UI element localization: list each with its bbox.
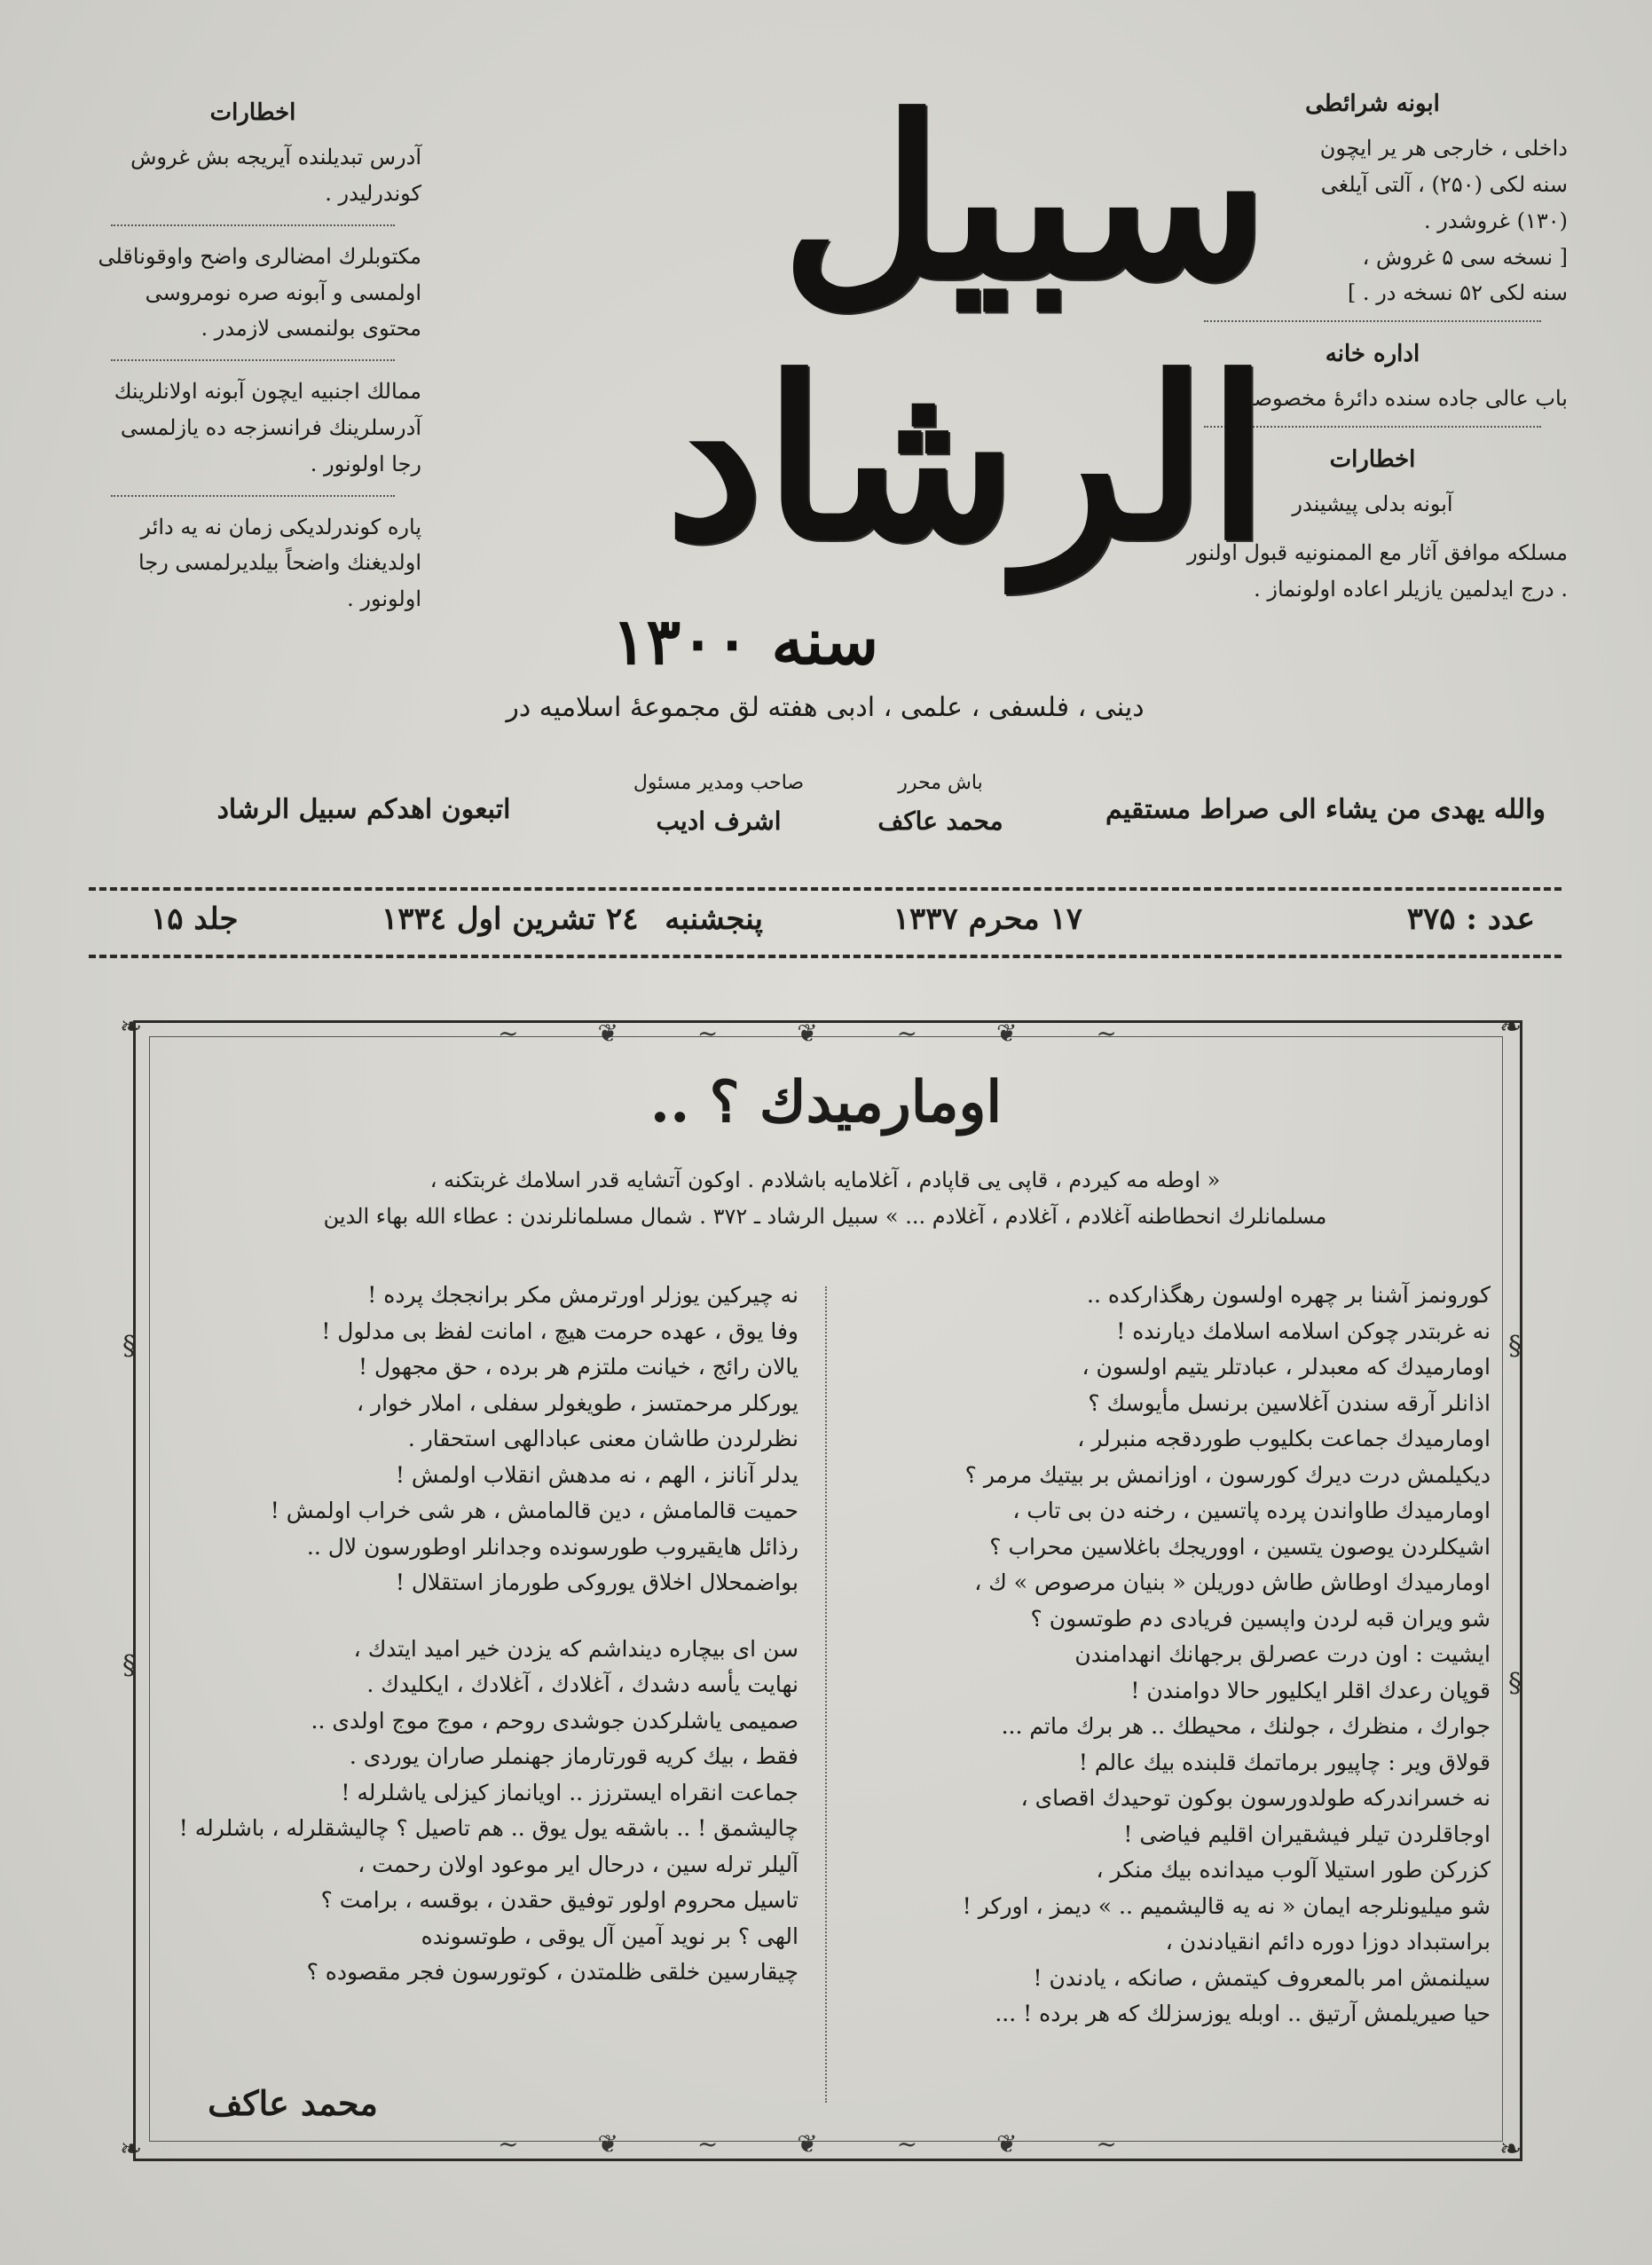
office-address: باب عالی جاده سنده دائرهٔ مخصوصه — [1242, 386, 1568, 412]
article-epigraph — [204, 1162, 1446, 1235]
owner-name: اشرف ادیب — [656, 806, 782, 836]
corner-ornament-icon: ❧ — [1499, 1011, 1522, 1042]
poem-line: حیا صیریلمش آرتیق .. اوبله یوزسزلك که هر برده ! ... — [995, 2001, 1491, 2026]
poem-line: الهی ؟ بر نوید آمین آل یوقی ، طوتسونده — [421, 1923, 798, 1949]
poem-line: چالیشمق ! .. باشقه یول یوق .. هم تاصیل ؟ چالیشقلرله ، باشلرله ! — [178, 1815, 798, 1841]
poem-line: سیلنمش امر بالمعروف کیتمش ، صانکه ، یادندن ! — [1033, 1964, 1491, 1991]
masthead-title: سبیل الرشاد — [665, 67, 1269, 589]
poem-line: بواضمحلال اخلاق یوروکی طورماز استقلال ! — [395, 1569, 798, 1595]
stanza-gap — [177, 1601, 798, 1632]
subscription-term: (۱۳۰) غروشدر . — [1424, 208, 1568, 233]
poem-line: نظرلردن طاشان معنی عبادالهی استحقار . — [407, 1426, 798, 1451]
warning-item: آدرس تبدیلنده آیریجه بش غروش کوندرلیدر . — [130, 145, 421, 206]
poem-line: نه خسراندرکه طولدورسون بوکون توحیدك اقصاى ، — [1020, 1785, 1491, 1811]
poem-line: دیکیلمش درت دیرك کورسون ، اوزانمش بر بیتیك مرمر ؟ — [964, 1461, 1491, 1488]
poem-line: چیقارسین خلقی ظلمتدن ، کوتورسون فجر مقصوده ؟ — [306, 1959, 798, 1985]
rumi-date: ۲٤ تشرین اول ۱۳۳٤ — [382, 901, 639, 937]
volume-number: جلد ۱۵ — [151, 901, 239, 937]
poem-line: کورونمز آشنا بر چهره اولسون رهگذارکده .. — [1087, 1282, 1491, 1308]
frame-ornament-top: ~ ❦ ~ ❦ ~ ❦ ~ — [498, 1018, 1152, 1048]
article-title: اومارمیدك ؟ .. — [649, 1069, 1003, 1136]
owner-block — [612, 772, 825, 836]
poem-line: رذائل هایقیروب طورسونده وجدانلر اوطورسون لال .. — [306, 1533, 798, 1560]
hijri-date: ۱۷ محرم ۱۳۳۷ — [893, 901, 1082, 937]
poem-line: اذانلر آرقه سندن آغلاسین برنسل مأیوسك ؟ — [1088, 1389, 1491, 1416]
poem-line: یورکلر مرحمتسز ، طویغولر سفلی ، املار خوار ، — [356, 1389, 798, 1416]
corner-ornament-icon: ❧ — [120, 2134, 143, 2165]
divider — [111, 359, 395, 361]
side-ornament-icon: § — [122, 1650, 136, 1681]
poem-line: نه غربتدر چوکن اسلامه اسلامك دیارنده ! — [1116, 1317, 1491, 1344]
chief-editor-block — [852, 772, 1029, 836]
masthead — [390, 67, 1269, 589]
poem-line: آلیلر ترله سین ، درحال ایر موعود اولان رحمت ، — [358, 1851, 798, 1877]
poem-line: اشیکلردن یوصون یتسین ، اووریجك باغلاسین محراب ؟ — [989, 1533, 1491, 1560]
poem-line: اوجاقلردن تیلر فیشقیران اقلیم فیاضی ! — [1123, 1821, 1491, 1847]
subscription-term: سنه لکی ۵۲ نسخه در . ] — [1347, 280, 1568, 306]
issue-dateline — [89, 887, 1562, 958]
poem-line: شو میلیونلرجه ایمان « نه یه قالیشمیم .. » دیمز ، اورکر ! — [962, 1892, 1491, 1919]
motto-right: والله یهدی من یشاء الی صراط مستقیم — [1105, 794, 1546, 825]
divider — [111, 495, 395, 497]
warning-item: مکتوبلرك امضالری واضح واوقوناقلی اولمسی و آبونه صره نومروسی محتوی بولنمسی لازمدر . — [98, 243, 421, 342]
office-heading: اداره خانه — [1325, 341, 1420, 368]
poem-column-right — [869, 1278, 1491, 2033]
poem-line: اومارمیدك طاواندن پرده پاتسین ، رخنه دن بی تاب ، — [1012, 1498, 1491, 1523]
poem-line: جوارك ، منظرك ، جولنك ، محیطك .. هر برك ماتم ... — [1001, 1713, 1491, 1739]
subscription-term: داخلی ، خارجی هر یر ایچون — [1319, 136, 1568, 161]
warnings-box — [84, 93, 421, 630]
poem-line: اومارمیدك که معبدلر ، عبادتلر یتیم اولسون ، — [1082, 1354, 1491, 1380]
epigraph-line: « اوطه مه کیردم ، قاپی یی قاپادم ، آغلامایه باشلادم . اوکون آتشایه قدر اسلامك غربتکنه ، — [429, 1168, 1221, 1192]
warning-item: پاره کوندرلدیکی زمان نه یه دائر اولدیغنك واضحاً بیلدیرلمسی رجا اولونور . — [138, 514, 421, 612]
side-ornament-icon: § — [1508, 1668, 1522, 1699]
poem-line: ایشیت : اون درت عصرلق برجهانك انهدامندن — [1074, 1641, 1491, 1667]
corner-ornament-icon: ❧ — [120, 1011, 143, 1042]
poem-line: جماعت انقراه ایسترزز .. اویانماز کیزلی یاشلرله ! — [341, 1779, 798, 1805]
poem-line: براستبداد دوزا دوره دائم انقیادندن ، — [1165, 1929, 1491, 1954]
poem-line: تاسیل محروم اولور توفیق حقدن ، بوقسه ، برامت ؟ — [320, 1887, 798, 1913]
column-divider — [825, 1286, 827, 2103]
subscription-term: سنه لکی (۲۵۰) ، آلتی آیلغی — [1320, 171, 1568, 197]
frame-ornament-bottom: ~ ❦ ~ ❦ ~ ❦ ~ — [498, 2129, 1152, 2159]
poem-line: یدلر آنانز ، الهم ، نه مدهش انقلاب اولمش ! — [395, 1461, 798, 1488]
poem-column-left — [177, 1278, 798, 1991]
poem-line: وفا یوق ، عهده حرمت هیچ ، امانت لفظ بی مدلول ! — [321, 1317, 798, 1344]
poem-line: اومارمیدك جماعت بکلیوب طوردقجه منبرلر ، — [1077, 1426, 1491, 1451]
poem-line: قوپان رعدك اقلر ایکلیور حالا دوامندن ! — [1130, 1677, 1491, 1703]
notices-heading: اخطارات — [1329, 446, 1416, 474]
subscription-heading: ابونه شرائطی — [1305, 90, 1440, 117]
poem-line: کزرکن طور استیلا آلوب میدانده بیك منکر ، — [1096, 1857, 1491, 1883]
epigraph-line: مسلمانلرك انحطاطنه آغلادم ، آغلادم ، آغلادم ... » سبیل الرشاد ـ ۳۷۲ . شمال مسلمانلرندن : عطاء الله بهاء الدین — [323, 1203, 1327, 1229]
warnings-heading: اخطارات — [209, 99, 296, 126]
issue-number: عدد : ۳۷۵ — [1406, 901, 1535, 937]
weekday: پنجشنبه — [665, 901, 763, 937]
poem-line: حمیت قالمامش ، دین قالمامش ، هر شی خراب اولمش ! — [270, 1498, 798, 1523]
poem-line: قولاق ویر : چاپیور برماتمك قلبنده بیك عالم ! — [1078, 1749, 1491, 1775]
poem-line: صمیمی یاشلرکدن جوشدی روحم ، موج موج اولدی .. — [311, 1707, 798, 1734]
poem-line: یالان رائج ، خیانت ملتزم هر برده ، حق مجهول ! — [358, 1354, 798, 1380]
warning-item: ممالك اجنبیه ایچون آبونه اولانلرینك آدرسلرینك فرانسزجه ده یازلمسی رجا اولونور . — [114, 379, 421, 476]
corner-ornament-icon: ❧ — [1499, 2134, 1522, 2165]
chief-editor-role: باش محرر — [898, 772, 983, 794]
divider — [111, 224, 395, 226]
publication-subtitle: دینی ، فلسفی ، علمی ، ادبی هفته لق مجموعهٔ اسلامیه در — [506, 692, 1145, 723]
owner-role: صاحب ومدیر مسئول — [633, 772, 805, 794]
chief-editor-name: محمد عاکف — [877, 806, 1003, 836]
author-signature: محمد عاکف — [208, 2083, 378, 2123]
side-ornament-icon: § — [1508, 1331, 1522, 1362]
poem-line: اومارمیدك اوطاش طاش دوریلن « بنیان مرصوص » ك ، — [974, 1569, 1491, 1595]
poem-line: فقط ، بیك کریه قورتارماز جهنملر صاران یوردی . — [349, 1743, 798, 1769]
notice-item: مسلکه موافق آثار مع الممنونیه قبول اولنور . درج ایدلمین یازیلر اعاده اولونماز . — [1187, 540, 1568, 602]
poem-line: نهایت یأسه دشدك ، آغلادك ، آغلادك ، ایکلیدك . — [366, 1671, 798, 1697]
poem-line: شو ویران قبه لردن واپسین فریادی دم طوتسون ؟ — [1030, 1605, 1491, 1632]
notice-item: آبونه بدلی پیشیندر — [1292, 492, 1453, 517]
subscription-term: [ نسخه سی ۵ غروش ، — [1362, 244, 1568, 270]
poem-line: سن ای بیچاره دینداشم که یزدن خیر امید ایتدك ، — [353, 1635, 798, 1662]
masthead-year: سنه ۱۳۰۰ — [611, 603, 879, 679]
side-ornament-icon: § — [122, 1331, 136, 1362]
motto-left: اتبعون اهدکم سبیل الرشاد — [216, 794, 511, 825]
poem-line: نه چیرکین یوزلر اورترمش مکر برانججك پرده ! — [367, 1282, 798, 1308]
